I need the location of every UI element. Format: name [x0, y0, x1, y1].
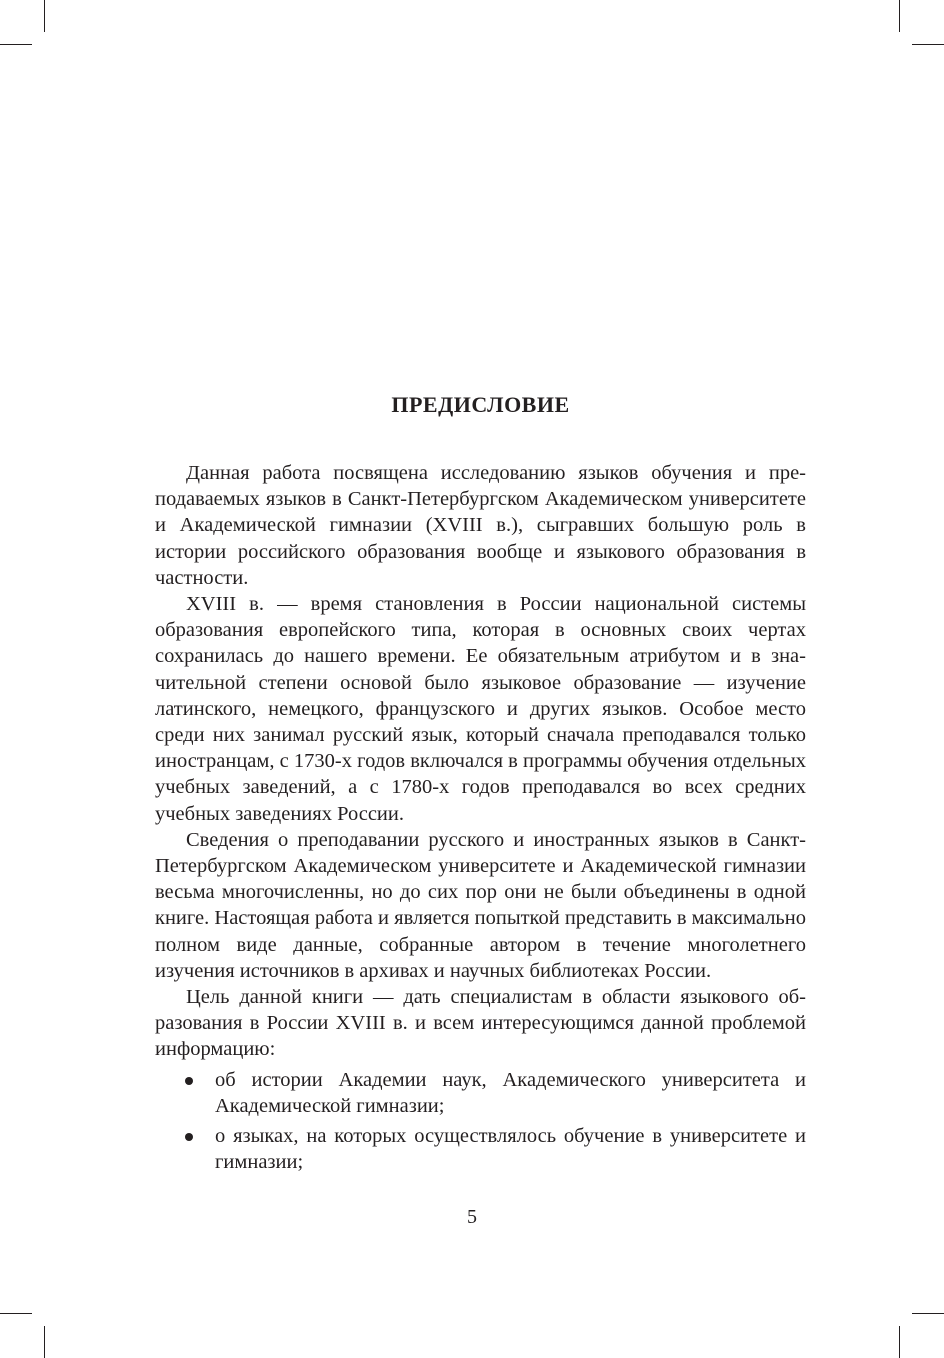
- paragraph-1: Данная работа посвящена исследованию языков обучения и преподаваемых языков в Санкт-Петербургском Академическом университете и Академической гимназии (XVIII в.), сыгравших большую роль в истории российского образования вообще и языкового образования в частности.: [155, 462, 806, 589]
- crop-mark-top-left-vertical: [44, 0, 45, 32]
- list-item: [185, 1123, 806, 1175]
- crop-mark-bottom-right-vertical: [899, 1326, 900, 1358]
- crop-mark-bottom-right-horizontal: [912, 1313, 944, 1314]
- crop-mark-top-left-horizontal: [0, 44, 32, 45]
- page-title: ПРЕДИСЛОВИЕ: [391, 392, 570, 417]
- list-item: [185, 1067, 806, 1119]
- crop-mark-bottom-left-vertical: [44, 1326, 45, 1358]
- page-number: 5: [467, 1206, 477, 1228]
- list-item-text: о языках, на которых осуществлялось обучение в университете и гимназии;: [215, 1125, 806, 1174]
- crop-mark-top-right-horizontal: [912, 44, 944, 45]
- bullet-icon: [185, 1133, 193, 1141]
- paragraph-2: XVIII в. — время становления в России национальной системы образования европейского типа, которая в основных своих чертах сохранилась до нашего времени. Ее обязательным атрибутом и в значительной степени основой было языковое образование — изучение латинского, немецкого, французского и других языков. Особое место среди них занимал русский язык, который сначала преподавался только иностранцам, с 1730-х годов включался в программы обучения отдельных учебных заведений, а с 1780-х годов преподавался во всех средних учебных заведениях России.: [155, 593, 806, 825]
- page-content: [155, 388, 806, 1175]
- bullet-list: [155, 1067, 806, 1176]
- crop-mark-top-right-vertical: [899, 0, 900, 32]
- paragraph-3: Сведения о преподавании русского и иностранных языков в Санкт-Петербургском Академическом университете и Академической гимназии весьма многочисленны, но до сих пор они не были объединены в одной книге. Настоящая работа и является попыткой представить в максимально полном виде данные, собранные автором в течение многолетнего изучения источников в архивах и научных библиотеках России.: [155, 828, 806, 982]
- bullet-icon: [185, 1077, 193, 1085]
- paragraph-4: Цель данной книги — дать специалистам в области языкового образования в России XVIII в. и всем интересующимся данной проблемой информацию:: [155, 986, 806, 1061]
- list-item-text: об истории Академии наук, Академического университета и Академической гимназии;: [215, 1068, 806, 1117]
- crop-mark-bottom-left-horizontal: [0, 1313, 32, 1314]
